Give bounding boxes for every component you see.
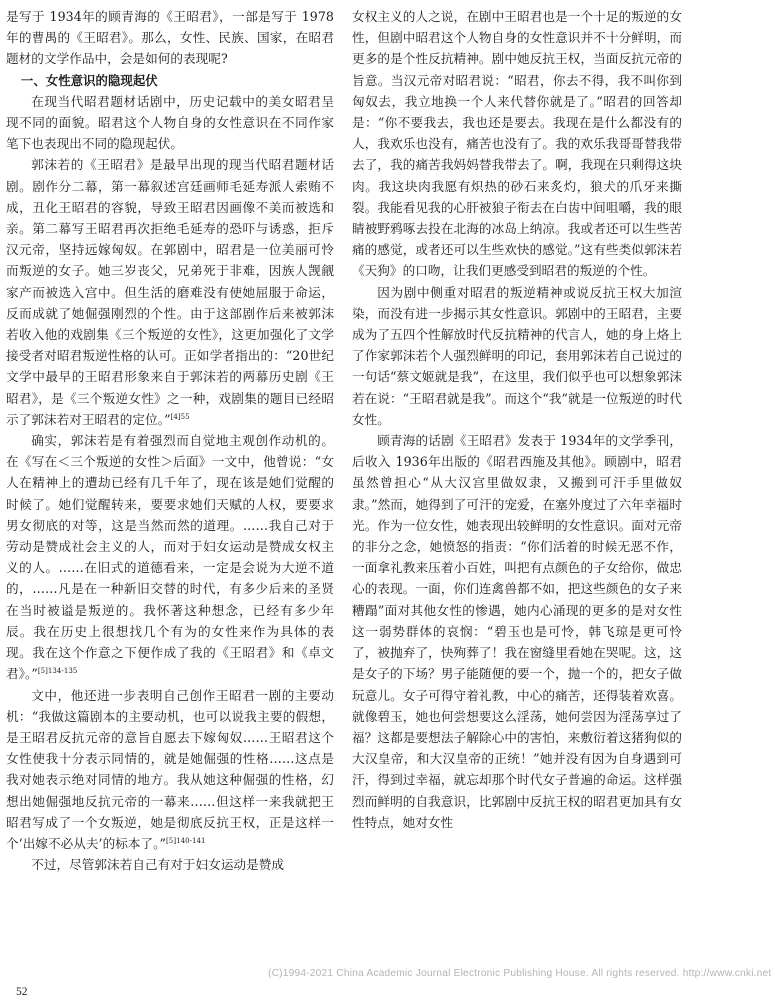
left-column [6,6,334,875]
paragraph: 顾青海的话剧《王昭君》发表于 1934年的文学季刊，后收入 1936年出版的《昭君西施及其他》。顾剧中，昭君虽然曾担心“从大汉宫里做奴隶，又搬到可汗手里做奴隶。”然而，她得到了可汗的宠爱，在塞外度过了六年幸福时光。作为一位女性，她表现出较鲜明的女性意识。面对元帝的非分之念，她愤怒的指责：“你们活着的时候无恶不作，一面拿礼教来压着小百姓，叫把有点颜色的子女给你，做忠心的表现。一面，你们连禽兽都不如，把这些颜色的女子来糟蹋”面对其他女性的惨遇，她内心涌现的更多的是对女性这一弱势群体的哀悯：“碧玉也是可怜，韩飞琼是更可怜了，被抛弃了，快殉葬了！我在窗缝里看她在哭呢。这，这是女子的下场？男子能随便的要一个，抛一个的，把女子做玩意儿。女子可得守着礼教，中心的痛苦，还得装着欢喜。就像碧玉，她也何尝想要这么淫荡，她何尝因为淫荡享过了福？这都是要想法子解除心中的害怕，来敷衍着这猪狗似的大汉皇帝，和大汉皇帝的正统！”她并没有因为自身遇到可汗，得到过幸福，就忘却那个时代女子普遍的命运。这样强烈而鲜明的自我意识，比郭剧中反抗王权的昭君更加具有女性特点，她对女性 [352,433,682,830]
citation: [5]134-135 [37,667,78,676]
paragraph: 因为剧中侧重对昭君的叛逆精神或说反抗王权大加渲染，而没有进一步揭示其女性意识。郭剧中的王昭君，主要成为了五四个性解放时代反抗精神的代言人，她的身上烙上了作家郭沫若个人强烈鲜明的印记，套用郭沫若自己说过的一句话“蔡文姬就是我”，在这里，我们似乎也可以想象郭沫若在说：“王昭君就是我”。而这个“我”就是一位叛逆的时代女性。 [352,284,682,427]
copyright-watermark: (C)1994-2021 China Academic Journal Electronic Publishing House. All rights reserved. http://www.cnki.net [268,968,771,979]
paragraph-continued: 是写于 1934年的顾青海的《王昭君》，一部是写于 1978年的曹禺的《王昭君》。那么，女性、民族、国家，在昭君题材的文学作品中，会是如何的表现呢? [6,9,334,67]
paragraph-text: 郭沫若的《王昭君》是最早出现的现当代昭君题材话剧。剧作分二幕，第一幕叙述宫廷画师毛延寿派人索贿不成，丑化王昭君的容貌，导致王昭君因画像不美而被选和亲。第二幕写王昭君再次拒绝毛延寿的恐吓与诱惑，拒斥汉元帝，坚持远嫁匈奴。在郭剧中，昭君是一位美丽可怜而叛逆的女子。她三岁丧父，兄弟死于非难，因族人觊觎家产而被选入宫中。但生活的磨难没有使她屈服于命运，反而成就了她倔强刚烈的个性。由于这部剧作后来被郭沫若收入他的戏剧集《三个叛逆的女性》，这更加强化了文学接受者对昭君叛逆性格的认可。正如学者指出的：“20世纪文学中最早的王昭君形象来自于郭沫若的两幕历史剧《王昭君》，是《三个叛逆女性》之一种，戏剧集的题目已经昭示了郭沫若对王昭君的定位。” [6,157,334,427]
paragraph [6,430,334,684]
page-number: 52 [16,986,28,998]
section-heading: 一、女性意识的隐现起伏 [20,72,158,88]
citation: [4]55 [170,412,190,421]
paragraph-continued: 女权主义的人之说，在剧中王昭君也是一个十足的叛逆的女性，但剧中昭君这个人物自身的女性意识并不十分鲜明，而更多的是个性反抗精神。剧中她反抗王权，当面反抗元帝的旨意。当汉元帝对昭君说：“昭君，你去不得，我不叫你到匈奴去，我立地换一个人来代替你就是了。”昭君的回答却是：“你不要我去，我也还是要去。我现在是什么都没有的人，我欢乐也没有，痛苦也没有了。我的欢乐我哥哥替我带去了，我的痛苦我妈妈替我带去了。啊，我现在只剩得这块肉。我这块肉我愿有炽热的砂石来炙灼，狼犬的爪牙来撕裂。我能看见我的心肝被狼子衔去在白齿中间咀嚼，我的眼睛被野鸦啄去投在北海的冰岛上纳凉。我或者还可以生些苦痛的感觉，或者还可以生些欢快的感觉。”这有些类似郭沫若《天狗》的口吻，让我们更感受到昭君的叛逆的个性。 [352,9,682,279]
paragraph [6,685,334,855]
paragraph: 在现当代昭君题材话剧中，历史记载中的美女昭君呈现不同的面貌。昭君这个人物自身的女性意识在不同作家笔下也表现出不同的隐现起伏。 [6,93,334,152]
paragraph: 不过，尽管郭沫若自己有对于妇女运动是赞成 [31,857,285,873]
paragraph [6,154,334,430]
paragraph-text: 确实，郭沫若是有着强烈而自觉地主观创作动机的。在《写在＜三个叛逆的女性＞后面》一文中，他曾说：“女人在精神上的遭劫已经有几千年了，现在该是她们觉醒的时候了。她们觉醒转来，要要求她们天赋的人权，要要求男女彻底的对等，这是当然而然的道理。……我自己对于劳动是赞成社会主义的人，而对于妇女运动是赞成女权主义的人。……在旧式的道德看来，一定是会说为大逆不道的，……凡是在一种新旧交替的时代，有多少后来的圣贤在当时被谥是叛逆的。我怀著这种想念，已经有多少年辰。我在历史上很想找几个有为的女性来作为具体的表现。我在这个作意之下便作成了我的《王昭君》和《卓文君》。” [6,433,334,682]
paragraph-text: 文中，他还进一步表明自己创作王昭君一剧的主要动机：“我做这篇剧本的主要动机，也可以说我主要的假想，是王昭君反抗元帝的意旨自愿去下嫁匈奴……王昭君这个女性使我十分表示同情的，就是她倔强的性格……这点是我对她表示绝对同情的地方。我从她这种倔强的性格，幻想出她倔强地反抗元帝的一幕来……但这样一来我就把王昭君写成了一个女叛逆，她是彻底反抗王权，正是这样一个‘出嫁不必从夫’的标本了。” [6,687,334,851]
citation: [5]140-141 [166,836,206,845]
right-column [352,6,682,833]
